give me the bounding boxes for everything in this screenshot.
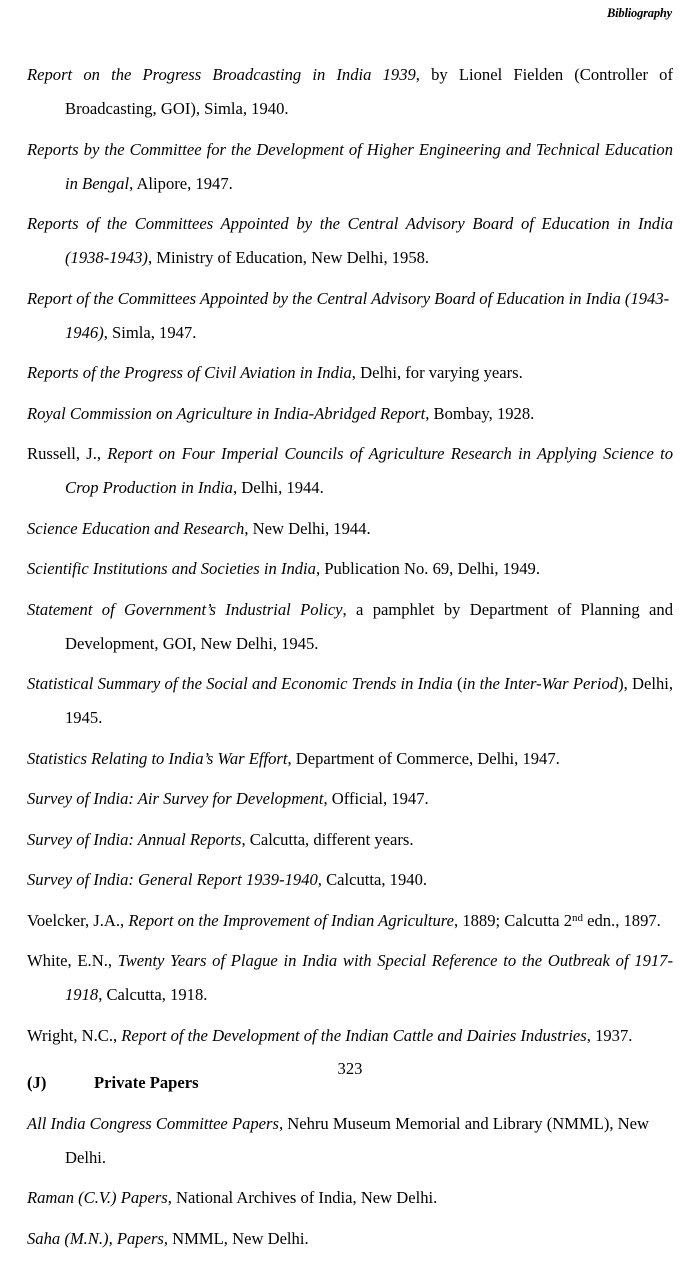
entry-detail-roman: Voelcker, J.A.,	[27, 910, 129, 930]
entry-detail-roman: , Calcutta, 1918.	[98, 985, 208, 1004]
entry-title-italic: Reports of the Committees Appointed by the Central Advisory Board of Education in India (1938-1943)	[27, 214, 673, 267]
entry-detail-roman: , National Archives of India, New Delhi.	[167, 1188, 438, 1207]
entry-title-italic: Scientific Institutions and Societies in India	[27, 559, 316, 578]
entry-title-italic: Raman (C.V.) Papers	[27, 1188, 168, 1207]
entry-detail-roman: , Simla, 1947.	[103, 322, 197, 342]
entry-detail-roman: , by Lionel Fielden (Controller of Broadcasting, GOI), Simla, 1940.	[65, 65, 673, 118]
bibliography-entry	[27, 1019, 673, 1053]
page-number: 323	[337, 1059, 363, 1078]
entry-title-italic: Statement of Government’s Industrial Policy	[27, 599, 343, 619]
private-papers-entry-list	[27, 1107, 673, 1256]
entry-title-italic: Survey of India: Air Survey for Development	[27, 789, 324, 808]
bibliography-content	[27, 58, 673, 1262]
entry-detail-roman: , 1937.	[586, 1025, 633, 1045]
entry-title-italic: Report of the Development of the Indian Cattle and Dairies Industries	[121, 1025, 587, 1045]
entry-detail-roman: Russell, J.,	[27, 444, 108, 463]
bibliography-entry	[27, 207, 673, 275]
running-head: Bibliography	[607, 6, 672, 20]
entry-title-italic: Statistical Summary of the Social and Economic Trends in India	[27, 674, 457, 693]
bibliography-entry	[27, 782, 673, 816]
bibliography-entry	[27, 552, 673, 586]
entry-detail-roman: White, E.N.,	[27, 951, 118, 970]
bibliography-entry	[27, 1222, 673, 1256]
entry-title-italic: Survey of India: General Report 1939-1940	[27, 870, 318, 889]
bibliography-entry	[27, 593, 673, 661]
section-title: Private Papers	[94, 1072, 199, 1092]
entry-title-italic: Reports of the Progress of Civil Aviation in India	[27, 363, 352, 382]
entry-detail-roman: , Official, 1947.	[323, 789, 429, 808]
entry-detail-roman: , Department of Commerce, Delhi, 1947.	[287, 748, 560, 768]
entry-detail-roman: , 1889; Calcutta 2	[454, 910, 572, 930]
entry-detail-roman: ), Delhi, 1945.	[65, 674, 673, 727]
entry-title-italic: Reports by the Committee for the Development of Higher Engineering and Technical Education in Bengal	[27, 139, 673, 193]
entry-detail-roman: , Nehru Museum Memorial and Library (NMML), New Delhi.	[65, 1113, 650, 1167]
bibliography-entry	[27, 667, 673, 735]
entry-title-italic: Report of the Committees Appointed by the Central Advisory Board of Education in India (1943-1946)	[27, 288, 670, 342]
entry-detail-roman: , Calcutta, 1940.	[317, 870, 428, 889]
bibliography-entry	[27, 58, 673, 126]
section-label: (J)	[27, 1072, 47, 1092]
entry-detail-roman: (	[456, 674, 463, 693]
bibliography-entry	[27, 133, 673, 201]
entry-title-italic: Saha (M.N.), Papers,	[27, 1228, 169, 1248]
entry-title-italic: Report on the Progress Broadcasting in India 1939	[27, 65, 416, 84]
bibliography-entry	[27, 823, 673, 857]
entry-detail-roman: NMML, New Delhi.	[168, 1228, 309, 1248]
entry-title-italic: Twenty Years of Plague in India with Special Reference to the Outbreak of 1917-1918	[65, 951, 673, 1004]
bibliography-entry	[27, 356, 673, 390]
entry-detail-roman: , Publication No. 69, Delhi, 1949.	[315, 559, 540, 578]
bibliography-entry	[27, 1181, 673, 1215]
entry-detail-roman: , Calcutta, different years.	[241, 829, 414, 849]
entry-title-italic: All India Congress Committee Papers	[27, 1113, 279, 1133]
bibliography-entry	[27, 512, 673, 546]
entry-detail-roman: , Alipore, 1947.	[129, 173, 233, 193]
entry-detail-roman: , Bombay, 1928.	[425, 403, 535, 423]
entry-title-italic: Survey of India: Annual Reports	[27, 829, 242, 849]
entry-detail-roman: , New Delhi, 1944.	[244, 518, 371, 538]
bibliography-entry	[27, 282, 673, 350]
bibliography-entry	[27, 742, 673, 776]
bibliography-entry	[27, 397, 673, 431]
entry-detail-roman: , a pamphlet by Department of Planning and Development, GOI, New Delhi, 1945.	[65, 599, 673, 653]
entry-title-italic: in the Inter-War Period	[462, 674, 619, 693]
entry-title-italic: Royal Commission on Agriculture in India-Abridged Report	[27, 403, 426, 423]
entry-title-italic: Report on the Improvement of Indian Agriculture	[128, 910, 455, 930]
bibliography-entry-list	[27, 58, 673, 1053]
bibliography-entry	[27, 944, 673, 1012]
entry-title-italic: Report on Four Imperial Councils of Agriculture Research in Applying Science to Crop Production in India	[65, 444, 673, 497]
bibliography-entry	[27, 1107, 673, 1175]
bibliography-entry	[27, 437, 673, 505]
entry-detail-roman: edn., 1897.	[582, 910, 661, 930]
entry-superscript: nd	[572, 911, 583, 924]
entry-title-italic: Statistics Relating to India’s War Effort	[27, 748, 288, 768]
bibliography-entry	[27, 904, 673, 938]
entry-detail-roman: , Ministry of Education, New Delhi, 1958.	[147, 248, 430, 267]
entry-title-italic: Science Education and Research	[27, 518, 245, 538]
bibliography-entry	[27, 863, 673, 897]
entry-detail-roman: Wright, N.C.,	[27, 1025, 122, 1045]
entry-detail-roman: , Delhi, 1944.	[232, 478, 324, 497]
entry-detail-roman: , Delhi, for varying years.	[351, 363, 523, 382]
